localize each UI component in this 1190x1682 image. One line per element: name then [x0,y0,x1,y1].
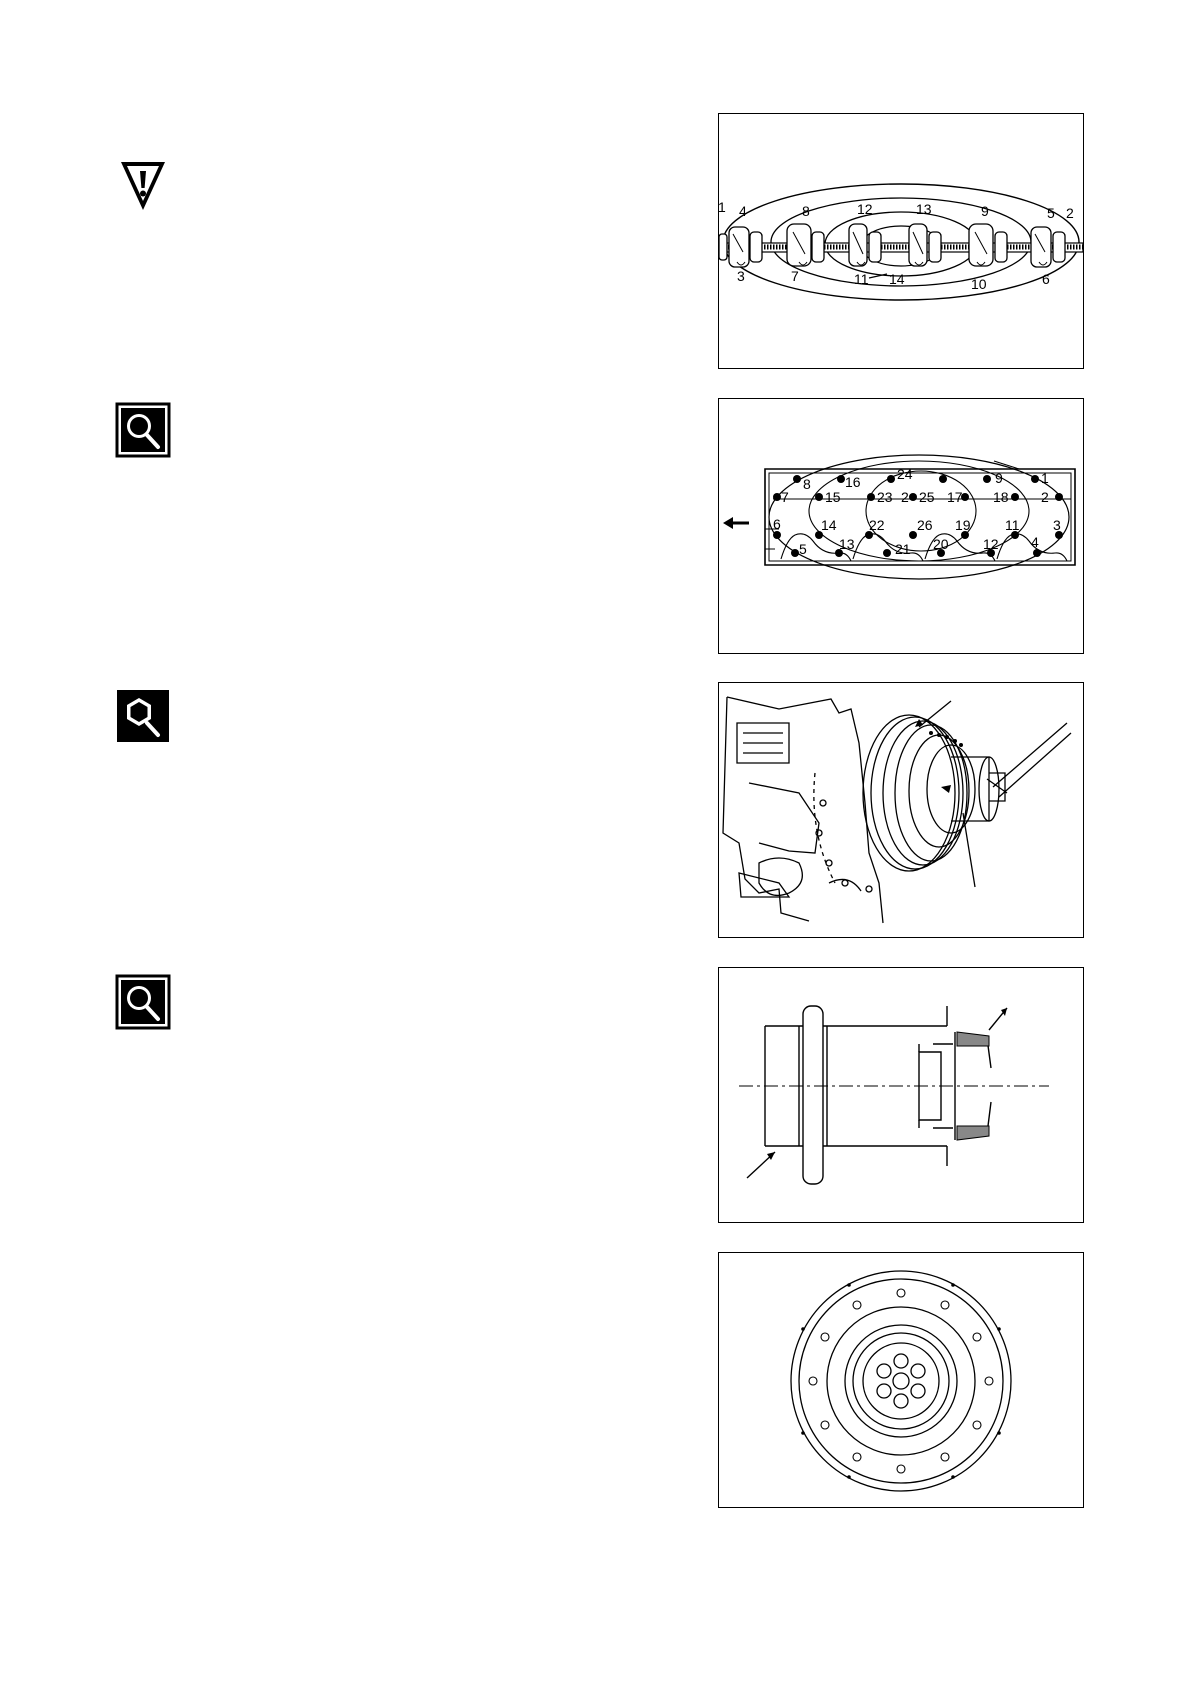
bolt-number: 16 [845,474,861,490]
bolt-number: 5 [1047,205,1055,221]
bolt-number: 17 [947,489,963,505]
bolt-number: 18 [993,489,1009,505]
bolt-number: 1 [718,199,726,215]
bolt-number: 21 [895,541,911,557]
bolt-number: 8 [803,476,811,492]
bolt-number: 26 [917,517,933,533]
bolt-number: 13 [839,536,855,552]
bolt-number: 4 [739,203,747,219]
bolt-number: 12 [857,201,873,217]
bolt-number: 3 [737,268,745,284]
bolt-number: 6 [773,516,781,532]
warning-triangle-icon [116,158,170,212]
bolt-number: 2 [901,489,909,505]
bolt-number: 24 [897,466,913,482]
inspect-magnifier-icon [116,975,170,1029]
bolt-number: 9 [981,203,989,219]
bolt-number: 2 [1066,205,1074,221]
bolt-number: 13 [916,201,932,217]
bolt-number: 15 [825,489,841,505]
bolt-number: 1 [1041,470,1049,486]
bolt-number: 10 [971,276,987,292]
bolt-number: 7 [781,489,789,505]
bolt-number: 2 [1041,489,1049,505]
bolt-number: 14 [889,271,905,287]
figure-bushing-press [718,967,1084,1223]
bolt-number: 6 [1042,271,1050,287]
bolt-number: 7 [791,268,799,284]
hexagon-magnifier-icon [116,689,170,743]
bolt-number: 20 [933,536,949,552]
inspect-magnifier-icon [116,403,170,457]
figure-rocker-shaft [718,113,1084,369]
figure-pulley-removal [718,682,1084,938]
figure-flywheel [718,1252,1084,1508]
bolt-number: 12 [983,536,999,552]
bolt-number: 11 [1005,517,1020,533]
bolt-number: 5 [799,541,807,557]
bolt-number: 9 [995,470,1003,486]
bolt-number: 25 [919,489,935,505]
bolt-number: 11 [854,271,869,287]
bolt-number: 23 [877,489,893,505]
bolt-number: 14 [821,517,837,533]
bolt-number: 19 [955,517,971,533]
figure-cylinder-head [718,398,1084,654]
bolt-number: 22 [869,517,885,533]
bolt-number: 3 [1053,517,1061,533]
bolt-number: 4 [1031,534,1039,550]
bolt-number: 8 [802,203,810,219]
